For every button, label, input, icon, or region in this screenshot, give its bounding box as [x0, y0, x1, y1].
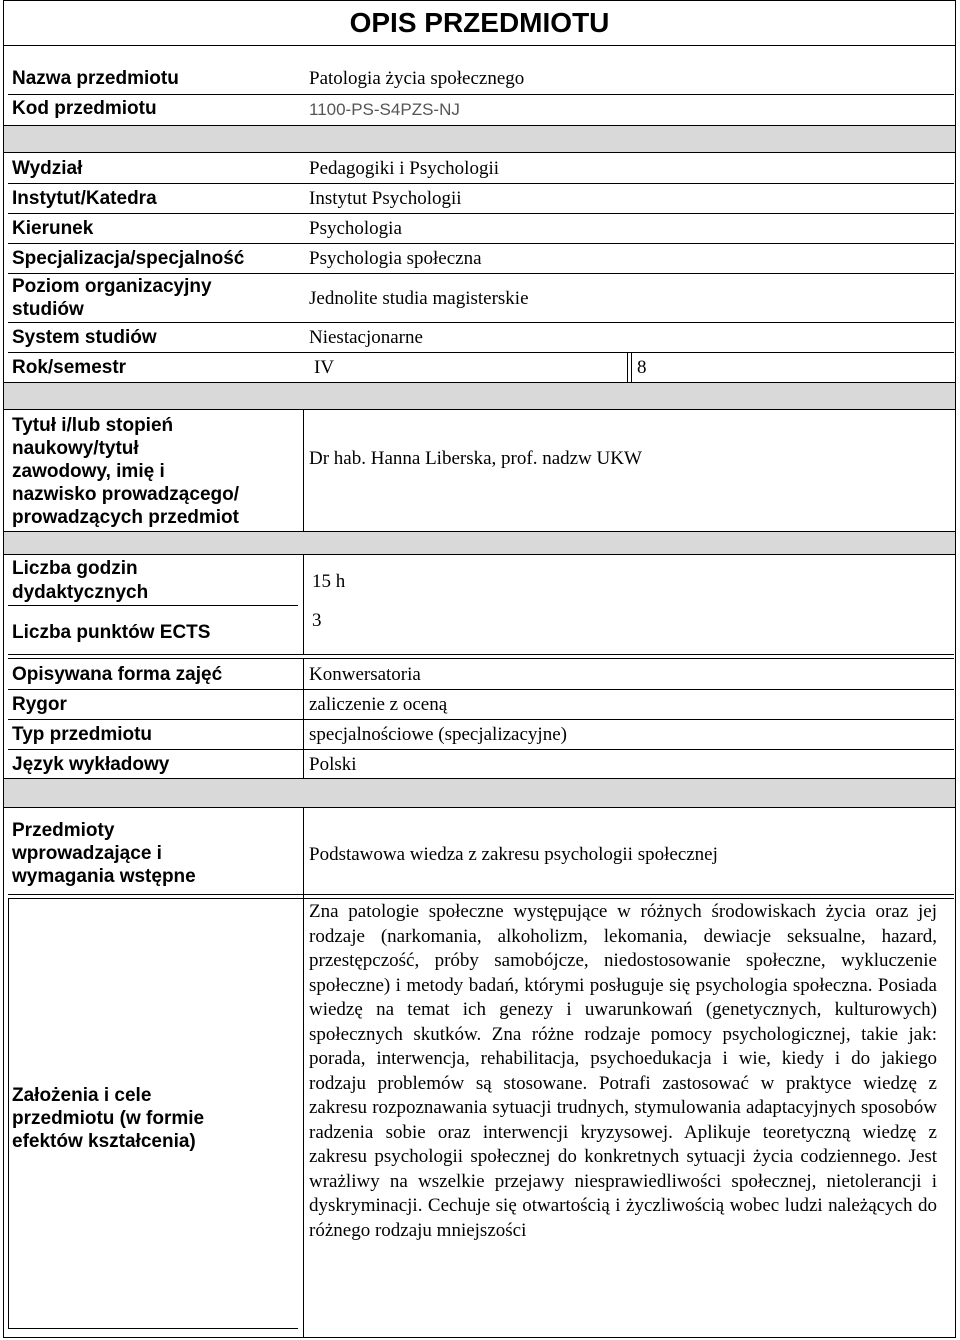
divider: [303, 808, 304, 1338]
study-level-value: Jednolite studia magisterskie: [309, 288, 529, 309]
prerequisites-value: Podstawowa wiedza z zakresu psychologii społecznej: [309, 844, 718, 865]
divider: [8, 273, 954, 274]
language-value: Polski: [309, 754, 357, 775]
field-of-study-label: Kierunek: [12, 218, 94, 239]
hours-value: 15 h: [312, 571, 346, 592]
year-semester-label: Rok/semestr: [12, 357, 127, 378]
divider: [8, 213, 954, 214]
divider: [8, 658, 954, 659]
course-type-value: specjalnościowe (specjalizacyjne): [309, 724, 567, 745]
divider: [8, 898, 954, 899]
section-separator: [4, 382, 955, 410]
divider: [627, 352, 628, 382]
hours-label-line1: Liczba godzin: [12, 558, 138, 579]
institute-label: Instytut/Katedra: [12, 188, 157, 209]
divider: [631, 352, 632, 382]
prerequisites-label-line1: Przedmioty: [12, 820, 115, 841]
divider: [8, 1328, 298, 1329]
divider: [8, 94, 954, 95]
objectives-label-line1: Założenia i cele: [12, 1085, 152, 1106]
objectives-label-line3: efektów kształcenia): [12, 1131, 196, 1152]
prerequisites-label-line2: wprowadzające i: [12, 843, 162, 864]
study-system-label: System studiów: [12, 327, 157, 348]
course-code-value: 1100-PS-S4PZS-NJ: [309, 100, 460, 119]
course-type-label: Typ przedmiotu: [12, 724, 153, 745]
semester-value: 8: [637, 357, 647, 378]
divider: [8, 719, 954, 720]
divider: [303, 410, 304, 532]
field-of-study-value: Psychologia: [309, 218, 402, 239]
objectives-value: Zna patologie społeczne występujące w różnych środowiskach życia oraz jej rodzaje (narkomania, alkoholizm, lekomania, dewiacje seksualne, hazard, przestępczość, próby samobójcze, niedostosowanie społeczne, wykluczenie społeczne) i metody badań, którymi posługuje się psychologia społeczna. Posiada wiedzę na temat ich genezy i uwarunkowań (genetycznych, kulturowych) społecznych skutków. Zna różne rodzaje pomocy psychologicznej, takie jak: porada, interwencja, rehabilitacja, psychoedukacja i wie, kiedy i do jakiego rodzaju problemów są stosowane. Potrafi zastosować w praktyce wiedzę z zakresu rozpoznawania sytuacji trudnych, stymulowania adaptacyjnych sposobów radzenia sobie oraz interwencji kryzysowej. Aplikuje teoretyczną wiedzę z zakresu psychologii społecznej do konkretnych sytuacji życia codziennego. Jest wrażliwy na wszelkie przejawy niesprawiedliwości społecznej, nietolerancji i dyskryminacji. Cechuje się otwartością i życzliwością wobec ludzi należących do różnego rodzaju mniejszości: [309, 901, 937, 1241]
divider: [8, 689, 954, 690]
divider: [8, 352, 954, 353]
divider: [8, 605, 298, 606]
course-code-label: Kod przedmiotu: [12, 98, 157, 119]
section-separator: [4, 531, 955, 555]
section-separator: [4, 778, 955, 808]
year-value: IV: [314, 357, 335, 378]
lecturer-label-line3: zawodowy, imię i: [12, 461, 165, 482]
class-form-value: Konwersatoria: [309, 664, 421, 685]
study-level-label-line2: studiów: [12, 299, 84, 320]
divider: [8, 894, 954, 895]
course-description-document: [3, 0, 956, 1338]
study-level-label-line1: Poziom organizacyjny: [12, 276, 212, 297]
assessment-value: zaliczenie z oceną: [309, 694, 448, 715]
faculty-value: Pedagogiki i Psychologii: [309, 158, 499, 179]
lecturer-value: Dr hab. Hanna Liberska, prof. nadzw UKW: [309, 448, 642, 469]
divider: [8, 243, 954, 244]
specialization-label: Specjalizacja/specjalność: [12, 248, 245, 269]
ects-label: Liczba punktów ECTS: [12, 622, 211, 643]
divider: [303, 555, 304, 655]
lecturer-label-line2: naukowy/tytuł: [12, 438, 139, 459]
course-name-value: Patologia życia społecznego: [309, 68, 525, 89]
language-label: Język wykładowy: [12, 754, 170, 775]
ects-value: 3: [312, 610, 322, 631]
divider: [8, 322, 954, 323]
divider: [8, 898, 9, 1328]
objectives-label-line2: przedmiotu (w formie: [12, 1108, 205, 1129]
divider: [8, 749, 954, 750]
divider: [8, 654, 954, 655]
section-separator: [4, 125, 955, 153]
course-name-label: Nazwa przedmiotu: [12, 68, 179, 89]
faculty-label: Wydział: [12, 158, 83, 179]
specialization-value: Psychologia społeczna: [309, 248, 482, 269]
class-form-label: Opisywana forma zajęć: [12, 664, 223, 685]
hours-label-line2: dydaktycznych: [12, 582, 149, 603]
divider: [303, 658, 304, 778]
study-system-value: Niestacjonarne: [309, 327, 423, 348]
assessment-label: Rygor: [12, 694, 67, 715]
document-title: OPIS PRZEDMIOTU: [4, 1, 955, 46]
institute-value: Instytut Psychologii: [309, 188, 462, 209]
divider: [8, 183, 954, 184]
lecturer-label-line1: Tytuł i/lub stopień: [12, 415, 174, 436]
lecturer-label-line5: prowadzących przedmiot: [12, 507, 239, 528]
prerequisites-label-line3: wymagania wstępne: [12, 866, 196, 887]
lecturer-label-line4: nazwisko prowadzącego/: [12, 484, 239, 505]
